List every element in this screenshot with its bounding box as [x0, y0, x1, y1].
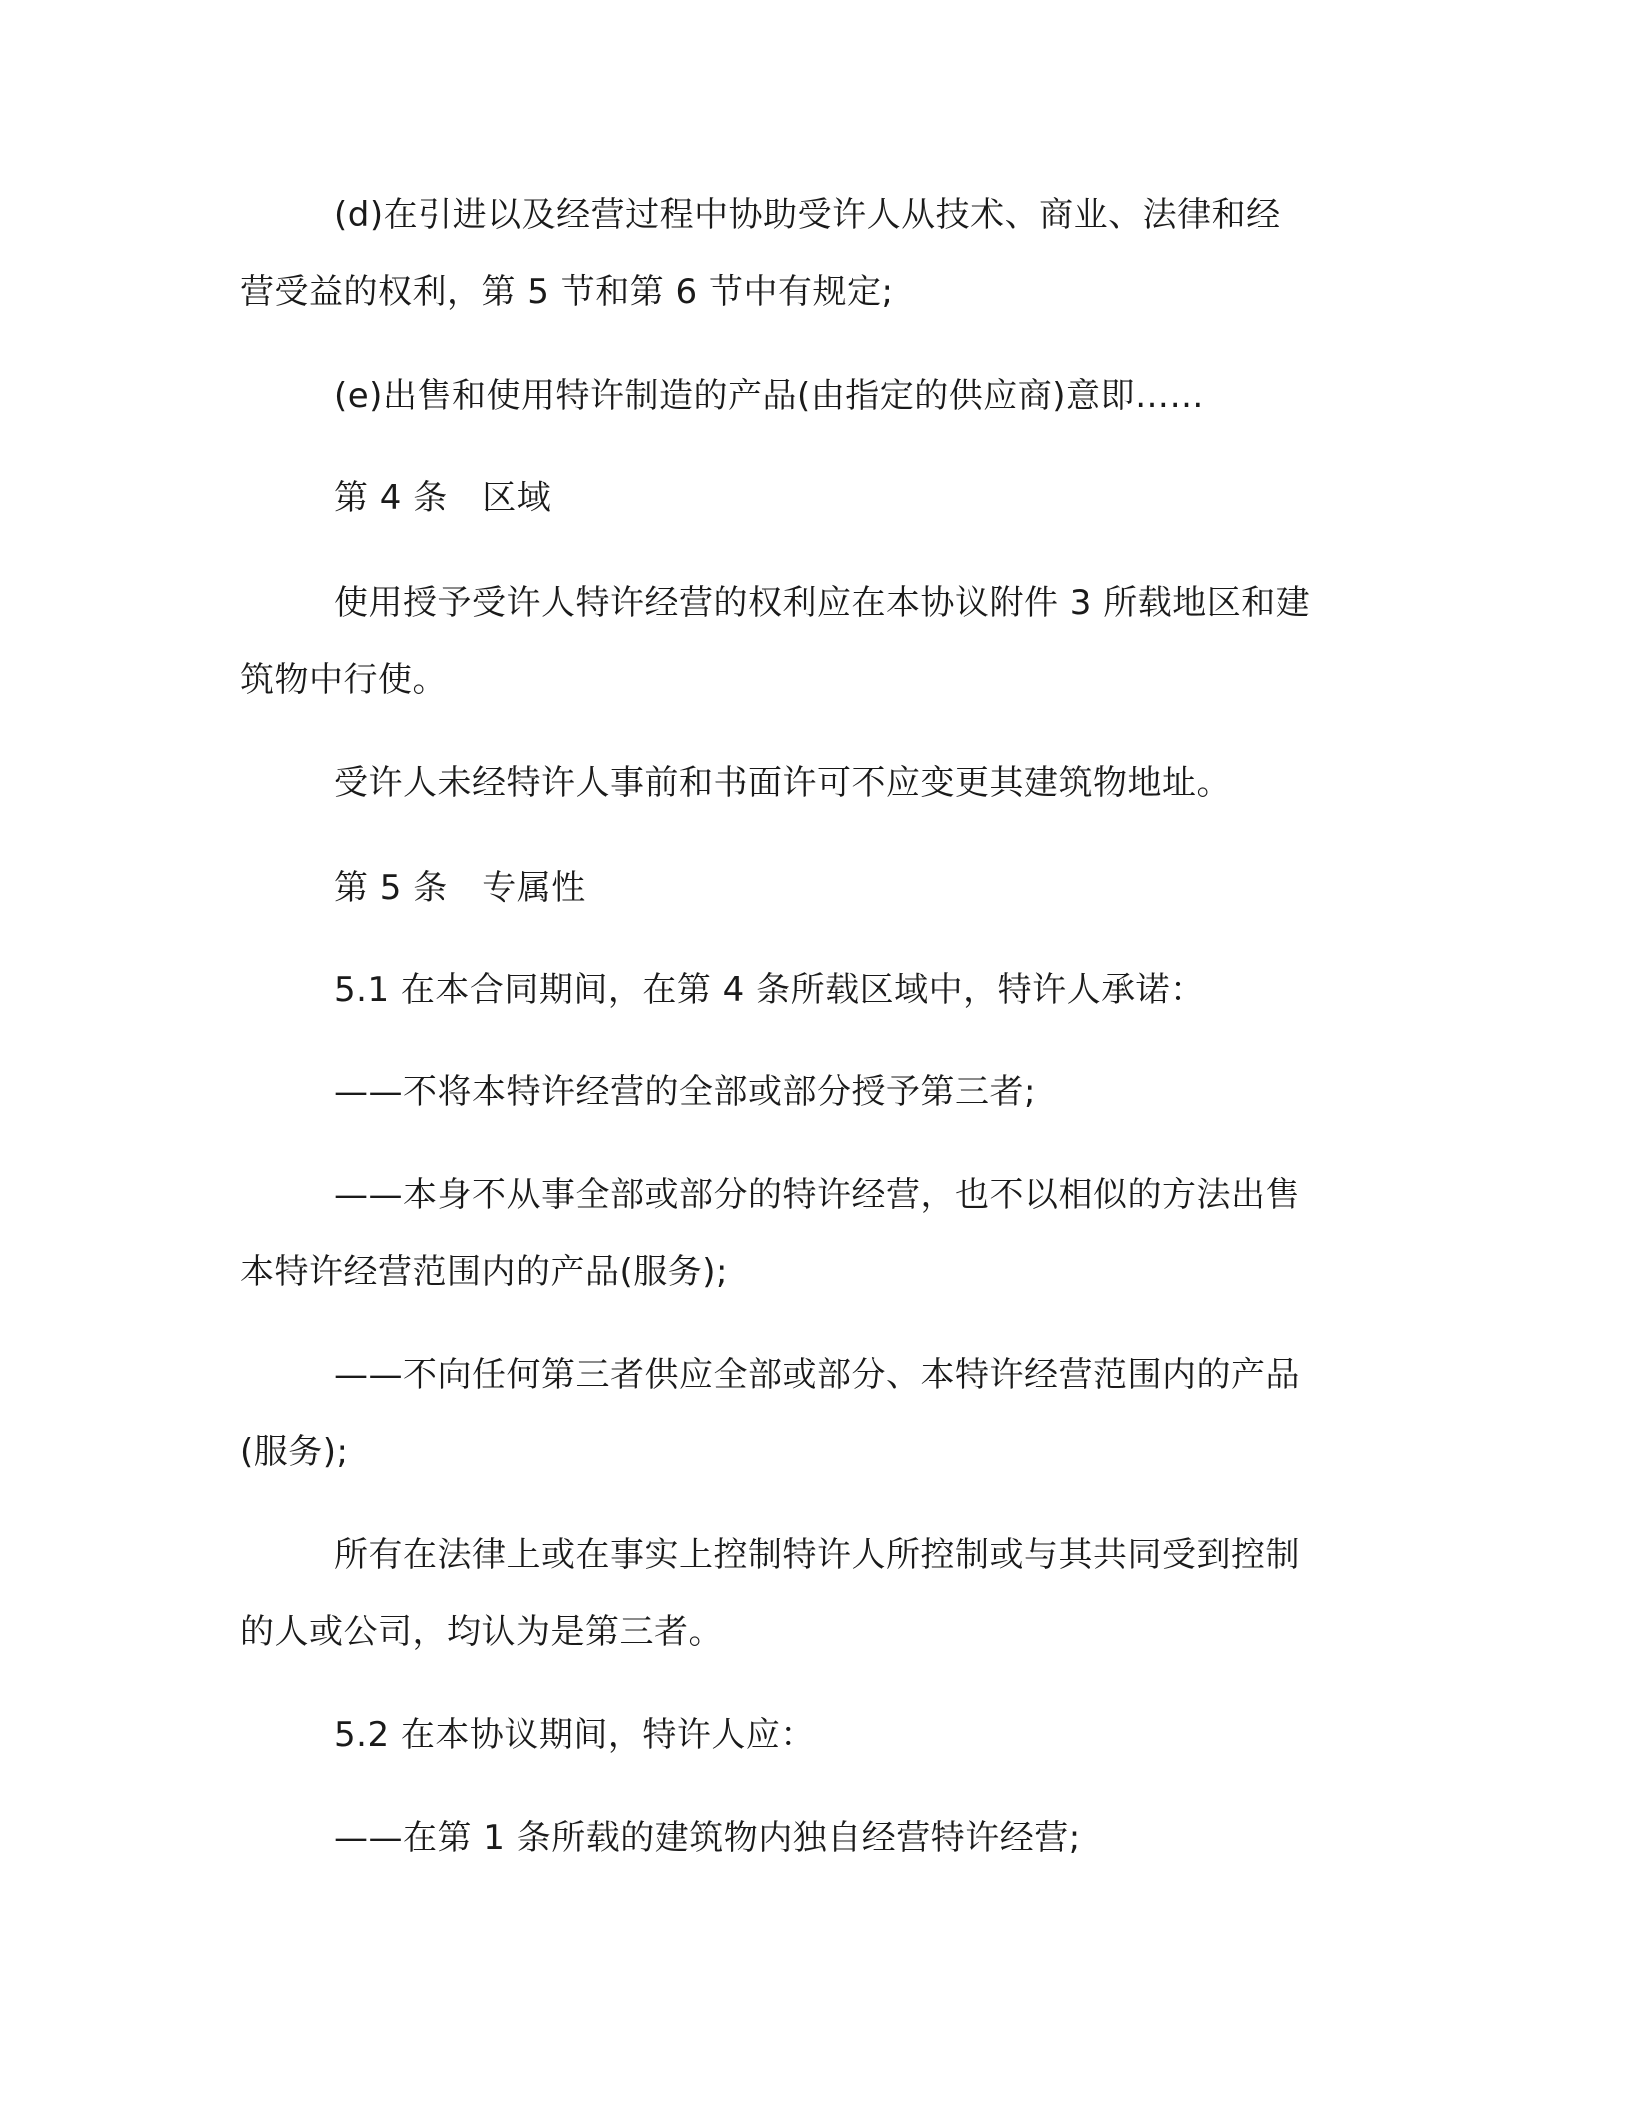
text-line: (e)出售和使用特许制造的产品(由指定的供应商)意即…… — [334, 376, 1204, 416]
text-line: 营受益的权利，第 5 节和第 6 节中有规定; — [240, 272, 894, 312]
text-line: ——本身不从事全部或部分的特许经营，也不以相似的方法出售 — [334, 1175, 1300, 1215]
paragraph-5-2 — [240, 1697, 1375, 1774]
text-line: 5.2 在本协议期间，特许人应： — [334, 1715, 815, 1755]
text-line: (d)在引进以及经营过程中协助受许人从技术、商业、法律和经 — [334, 195, 1281, 235]
text-line: (服务); — [240, 1432, 349, 1472]
text-line: 使用授予受许人特许经营的权利应在本协议附件 3 所载地区和建 — [334, 583, 1311, 623]
article-4-heading — [240, 460, 1375, 537]
paragraph-5-2-a — [240, 1800, 1375, 1877]
text-line: 本特许经营范围内的产品(服务); — [240, 1252, 728, 1292]
paragraph-e — [240, 358, 1375, 435]
text-line: 的人或公司，均认为是第三者。 — [240, 1612, 723, 1652]
text-line: 所有在法律上或在事实上控制特许人所控制或与其共同受到控制 — [334, 1535, 1300, 1575]
paragraph-5-1-d — [240, 1517, 1375, 1671]
text-line: 5.1 在本合同期间，在第 4 条所载区域中，特许人承诺： — [334, 970, 1205, 1010]
paragraph-5-1 — [240, 952, 1375, 1029]
text-line: ——不向任何第三者供应全部或部分、本特许经营范围内的产品 — [334, 1355, 1300, 1395]
paragraph-d — [240, 177, 1375, 331]
text-line: ——不将本特许经营的全部或部分授予第三者; — [334, 1072, 1036, 1112]
paragraph-5-1-a — [240, 1054, 1375, 1131]
paragraph-4b — [240, 745, 1375, 822]
paragraph-5-1-b — [240, 1157, 1375, 1311]
text-line: 受许人未经特许人事前和书面许可不应变更其建筑物地址。 — [334, 763, 1231, 803]
heading-text: 第 4 条 区域 — [334, 478, 552, 518]
article-5-heading — [240, 850, 1375, 927]
heading-text: 第 5 条 专属性 — [334, 868, 586, 908]
text-line: ——在第 1 条所载的建筑物内独自经营特许经营; — [334, 1818, 1081, 1858]
text-line: 筑物中行使。 — [240, 660, 447, 700]
paragraph-5-1-c — [240, 1337, 1375, 1491]
paragraph-4a — [240, 565, 1375, 719]
